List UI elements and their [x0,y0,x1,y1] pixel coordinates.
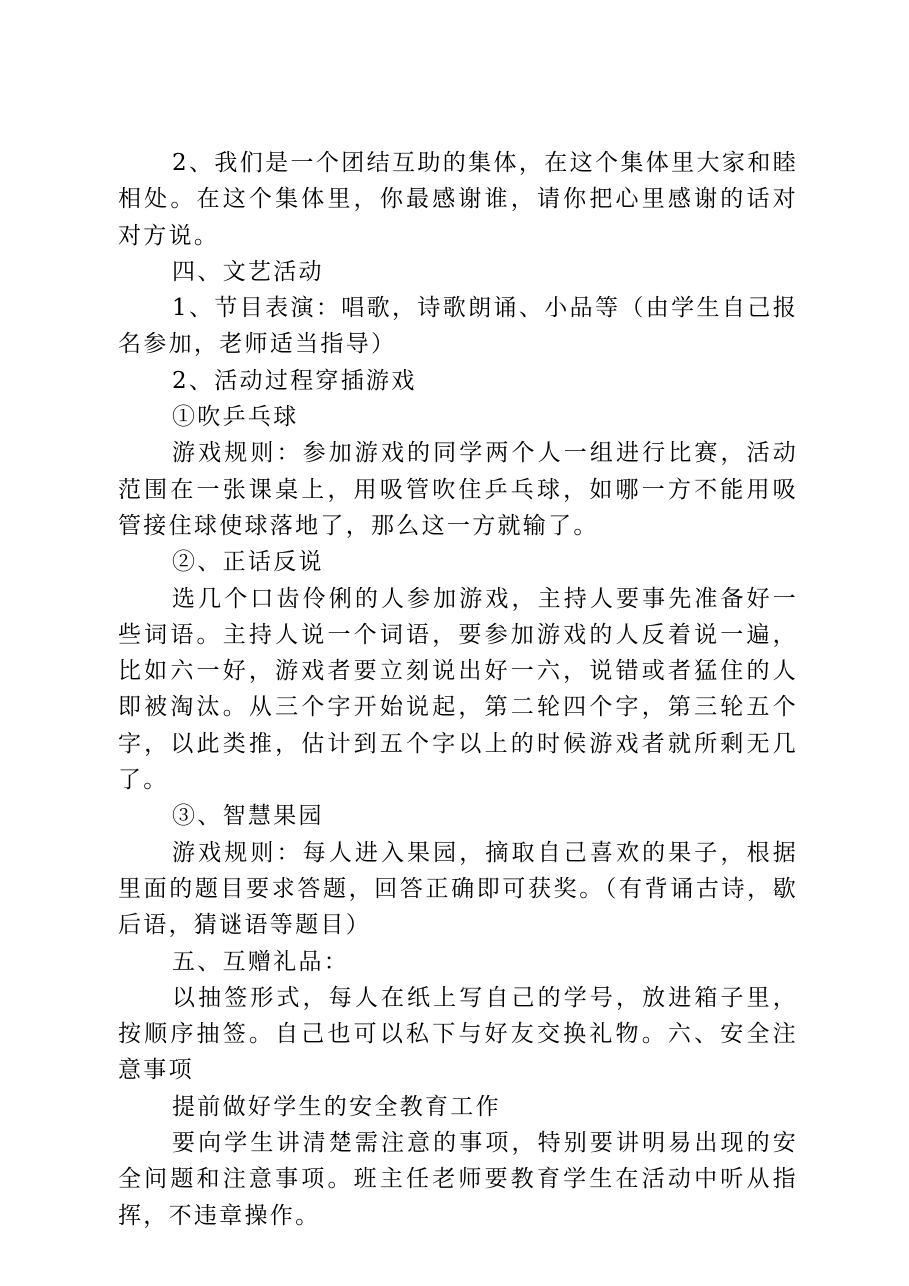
paragraph-wisdom-orchard-rules: 游戏规则：每人进入果园，摘取自己喜欢的果子，根据里面的题目要求答题，回答正确即可获奖。（有背诵古诗，歇后语，猜谜语等题目） [118,839,798,939]
document-page [118,145,798,1234]
paragraph-thanks: 2、我们是一个团结互助的集体，在这个集体里大家和睦相处。在这个集体里，你最感谢谁，请你把心里感谢的话对对方说。 [118,150,798,249]
paragraph-reverse-words-rules: 选几个口齿伶俐的人参加游戏，主持人要事先准备好一些词语。主持人说一个词语，要参加游戏的人反着说一遍，比如六一好，游戏者要立刻说出好一六，说错或者猛住的人即被淘汰。从三个字开始说起，第二轮四个字，第三轮五个字，以此类推，估计到五个字以上的时候游戏者就所剩无几了。 [118,585,798,794]
paragraph-games-intro: 2、活动过程穿插游戏 [172,367,417,394]
heading-game-reverse-words: ②、正话反说 [172,549,324,576]
heading-gift-exchange: 五、互赠礼品： [172,948,350,975]
paragraph-safety-details: 要向学生讲清楚需注意的事项，特别要讲明易出现的安全问题和注意事项。班主任老师要教育学生在活动中听从指挥，不违章操作。 [118,1130,798,1229]
paragraph-safety-education: 提前做好学生的安全教育工作 [172,1093,501,1120]
paragraph-gift-exchange: 以抽签形式，每人在纸上写自己的学号，放进箱子里，按顺序抽签。自己也可以私下与好友交换礼物。六、安全注意事项 [118,984,798,1084]
paragraph-performance: 1、节目表演：唱歌，诗歌朗诵、小品等（由学生自己报名参加，老师适当指导） [118,295,798,358]
heading-arts-activity: 四、文艺活动 [172,258,324,285]
heading-game-pingpong: ①吹乒乓球 [172,404,299,431]
heading-game-wisdom-orchard: ③、智慧果园 [172,803,324,830]
paragraph-pingpong-rules: 游戏规则：参加游戏的同学两个人一组进行比赛，活动范围在一张课桌上，用吸管吹住乒乓球，如哪一方不能用吸管接住球使球落地了，那么这一方就输了。 [118,440,798,539]
